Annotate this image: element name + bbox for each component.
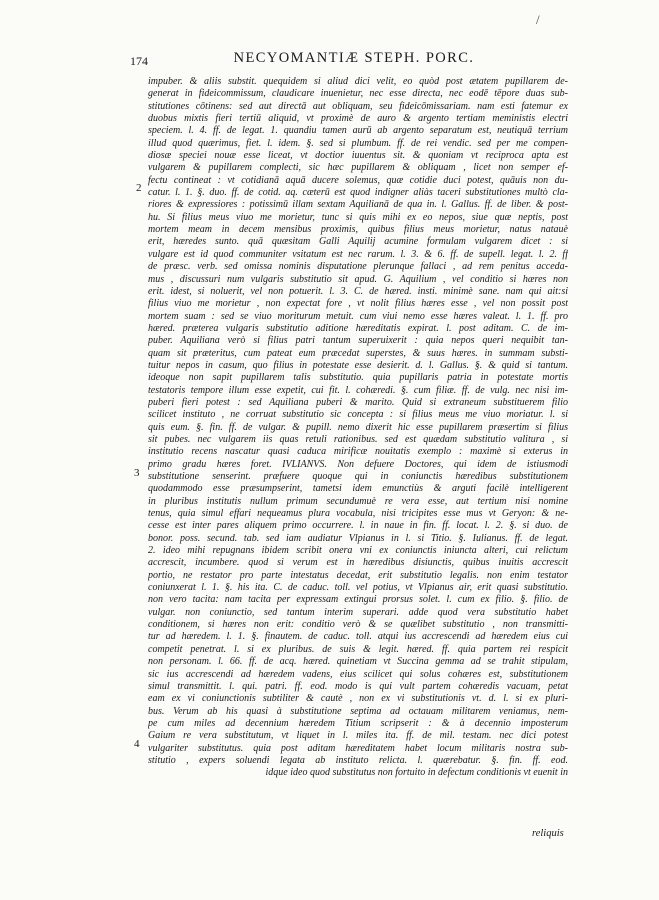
text-line: puberi fieri potest : sed Aquiliana puberi & marito. Quid si extraneum substituerem filio [148,396,568,408]
text-line: portio, ne restator pro parte intestatus decedat, erit substitutio legalis. non enim testator [148,569,568,581]
text-line: accrescit, incumbere. quod si verum est in hæredibus disiunctis, quibus inuitis accrescit [148,557,568,569]
text-line: eam ex vi coniunctionis subtiliter & cautè , non ex vi substitutionis vt. d. l. si ex pluri- [148,693,568,705]
text-line: hæred. præterea vulgaris substitutio aditione hæreditatis expirat. l. post aditam. C. de im- [148,322,568,334]
text-line: speciem. l. 4. ff. de legat. 1. quandiu tamen aurū ab argento separatum est, neutiquā terrium [148,125,568,137]
corner-mark: / [536,12,540,27]
text-line: non personam. l. 66. ff. de acq. hæred. quinetiam vt Succina gemma ad se trahit stipulam, [148,656,568,668]
running-title: NECYOMANTIÆ STEPH. PORC. [233,50,475,66]
text-line: conditionem, si hæres non erit: conditio verò & se quælibet substitutio , non transmitti- [148,619,568,631]
text-line: vulgarem & pupillarem complecti, sic hæc pupillarem & obliquam , licet non semper ef- [148,162,568,174]
text-line: tur ad hæredem. l. 1. §. finautem. de caduc. toll. atqui ius accrescendi ad hæredem eius cui [148,631,568,643]
text-line: impuber. & aliis substit. quequidem si aliud dici velit, eo quòd post ætatem pupillarem de- [148,76,568,87]
margin-number: 3 [134,467,140,479]
text-line: erit. idest, si noluerit, vel non potuerit. l. 3. C. de hæred. insti. minimè sane. nam qui ait:si [148,285,568,297]
catchword: reliquis [532,828,564,839]
margin-number: 2 [136,182,142,194]
text-line: mus , discussuri num vulgaris substitutio sit apud. G. Aquilium , vel conditio si hæres non [148,273,568,285]
text-line: generat in fideicommissum, claudicare inuenietur, nec esse directa, nec eodē tēpore duas sub- [148,88,568,100]
text-line: tuitur nepos in casum, quo filius in potestate esse desierit. d. l. Gallus. §. & quid si tantum. [148,359,568,371]
text-line: quis eum. §. fin. ff. de vulgar. & pupill. nemo dixerit hic esse pupillarem præsertim si filius [148,421,568,433]
text-line: catur. l. 1. §. duo. ff. de cotid. aq. cæterū est quod indigner aliàs taceri substitutiones multò cla- [148,187,568,199]
text-line: coniunxerat l. 1. §. his ita. C. de caduc. toll. vel potius, vt Vlpianus air, erit quasi substitutio. [148,582,568,594]
text-line: substitutione senserint. præfuere quoque qui in coniunctis hæredibus substitutionem [148,471,568,482]
text-line: de præsc. verb. sed omissa nominis disputatione plerunque fallaci , ad rem penitus acceda- [148,261,568,273]
text-line: stitutio , expers soluendi legata ab instituto relicta. l. quærebatur. §. fin. ff. eod. [148,754,568,766]
page-number: 174 [130,54,148,68]
text-line: sic ius accrescendi ad hæredem vadens, eius scilicet qui solus cohæres est, substitutionem [148,668,568,680]
text-line: pe cum miles ad decennium hæredem Titium scripserit : & à decennio imposterum [148,717,568,729]
text-line: vulgare est id quod communiter vsitatum est nec rarum. l. 3. & 6. ff. de supell. legat. l. 2. ff [148,248,568,260]
text-line: sit pubes. nec vulgarem iis quas retuli rationibus. sed est quædam substitutio valitura , si [148,433,568,445]
page-header [130,50,550,70]
text-line: vulgariter substitutus. quia post aditam hæreditatem habet locum militaris nostra sub- [148,742,568,754]
text-line: mortem meam in decem mensibus proximis, quibus filius meus morietur, natus natauè [148,224,568,236]
text-line: stitutiones cōtinens: sed aut directā aut obliquam, seu fideicōmissariam. nam esti fatemur ex [148,100,568,112]
text-line: competit penetrat. l. si ex pluribus. de suis & legit. hæred. ff. quia partem rei respicit [148,643,568,655]
text-line: ideoque non sapit pupillarem talis substitutio. quia pupillaris patria in potestate mortis [148,372,568,384]
text-line: diosæ speciei nouæ esse liceat, vt doctior iuuentus sit. & quoniam vt reciproca apta est [148,150,568,162]
text-line: scilicet instituto , ne corruat substitutio sic concepta : si filius meus me viuo moriatur. l. si [148,409,568,421]
text-line: filius viuo me morietur , non expectat fore , vt nolit filius hæres esse , vel non possit post [148,298,568,310]
text-line: hu. Si filius meus viuo me morietur, tunc si quis mihi ex eo nepos, siue quæ neptis, post [148,211,568,223]
text-line: riores & expressiores : potissimū illam sextam Aquilianā de qua in. l. Gallus. ff. de liber. & post- [148,199,568,211]
text-line: puber. Aquiliana verò si filius patri tantum superuixerit : quia nepos queri nequibit tan- [148,335,568,347]
text-line: primo gradu hæres foret. IVLIANVS. Non defuere Doctores, qui idem de istiusmodi [148,458,568,470]
text-line: Gaium re vera substitutum, vt liquet in l. miles ita. ff. de mil. testam. nec dici potest [148,730,568,742]
text-line: 2. ideo mihi repugnans ibidem scribit onera vni ex coniunctis iniuncta alteri, cui relictum [148,545,568,557]
body-text [148,76,568,780]
text-line: tenus, quia simul effari nequeamus plura vocabula, nisi tricipites esse mus vt Geryon: & ne- [148,508,568,520]
text-line: quodammodo esse præsumpserint, tametsi idem emunctiùs & arguti facilè intelligerent [148,483,568,495]
text-line: mortem suam : sed se viuo moriturum metuit. cum viui nemo esse hæres valeat. l. 1. ff. pro [148,310,568,322]
text-line: simul transmittit. l. qui. patri. ff. eod. modo is qui vult partem cohæredis vacuam, petat [148,680,568,692]
text-line: cesse est inter pares aliquem primo occurrere. l. in naue in fin. ff. locat. l. 2. §. si duo. de [148,520,568,532]
text-line: illud quod quærimus, fiet. l. idem. §. sed si plumbum. ff. de rei vendic. sed per me compen- [148,137,568,149]
text-line: testatoris tempore illum esse expetit, cui fit. l. cohæredi. §. cum filiæ. ff. de vulg. nec nisi im- [148,384,568,396]
text-line: in pluribus institutis nullum primum secundumuè re vera esse, aut tertium nisi nomine [148,495,568,507]
text-line: erit, hæredes sunto. quā quæsitam Galli Aquilij acumine formulam vulgarem dicet : si [148,236,568,248]
text-line: quam sit præteritus, cum pateat eum præcedat superstes, & suus hæres. in summam substi- [148,347,568,359]
text-line: duobus mixtis fieri tertiū aliquid, vt proximè de auro & argento tertiam meministis electri [148,113,568,125]
text-line: bonor. poss. secund. tab. sed iam audiatur Vlpianus in l. si Titio. §. Iulianus. ff. de legat. [148,532,568,544]
text-line: vulgar. non coniunctio, sed tantum interim superari. adde quod vera substitutio habet [148,606,568,618]
text-line: non vero tacita: nam tacita per expressam extingui prorsus solet. l. cum ex filio. §. filio. de [148,594,568,606]
text-line: fectu contineat : vt cotidianā aquā ducere solemus, quæ cotidie duci potest, quāuis non du- [148,174,568,186]
text-line: idque ideo quod substitutus non fortuito in defectum conditionis vt euenit in [265,767,568,779]
text-line: institutio recens nascatur quasi caduca mirificæ nouitatis exemplo : maximè si exterus in [148,446,568,458]
text-line: bus. Verum ab his quasi à substitutione septima ad octauam militarem veniamus, nem- [148,705,568,717]
margin-number: 4 [134,738,140,750]
